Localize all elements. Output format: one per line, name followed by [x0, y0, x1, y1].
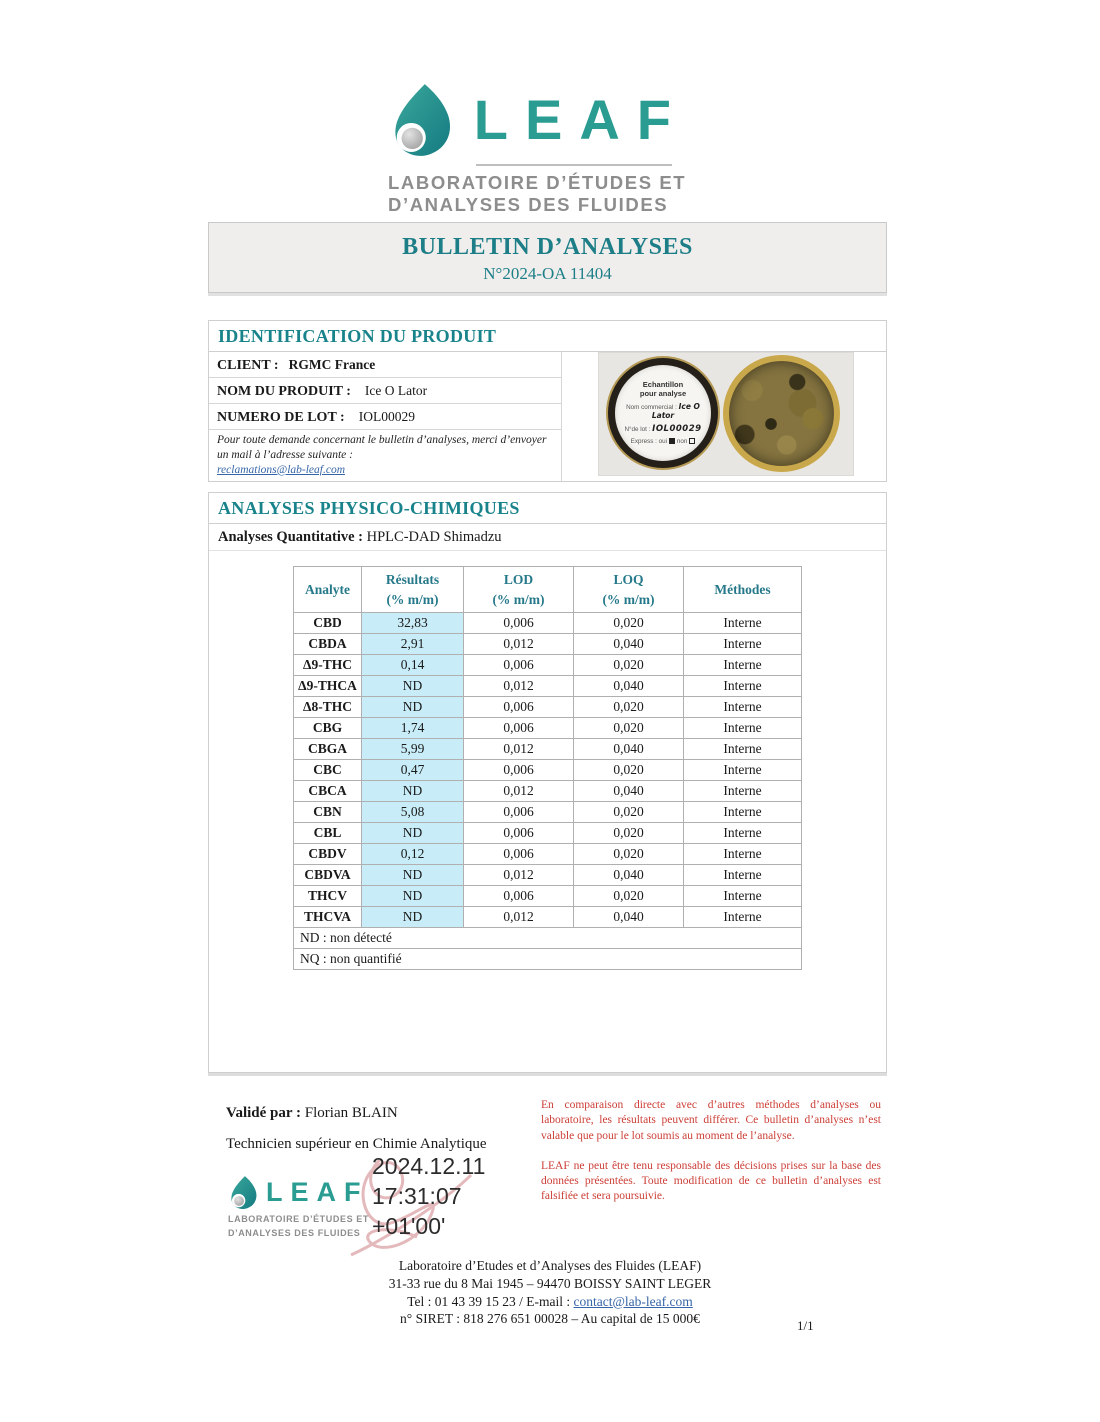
lod-cell: 0,006: [464, 760, 574, 781]
analyte-cell: Δ8-THC: [294, 697, 362, 718]
loq-cell: 0,020: [574, 655, 684, 676]
method-cell: Interne: [684, 760, 802, 781]
analyte-cell: CBL: [294, 823, 362, 844]
loq-cell: 0,020: [574, 802, 684, 823]
table-row: [294, 613, 802, 634]
table-row: [294, 760, 802, 781]
method-cell: Interne: [684, 655, 802, 676]
loq-cell: 0,040: [574, 781, 684, 802]
footnote-cell: NQ : non quantifié: [294, 949, 802, 970]
disclaimer: [541, 1098, 881, 1205]
analyte-cell: CBN: [294, 802, 362, 823]
table-row: [294, 655, 802, 676]
table-row: [294, 634, 802, 655]
table-row: [294, 676, 802, 697]
loq-cell: 0,020: [574, 613, 684, 634]
result-cell: 0,47: [362, 760, 464, 781]
result-cell: ND: [362, 823, 464, 844]
analyte-cell: CBDV: [294, 844, 362, 865]
footnote-cell: ND : non détecté: [294, 928, 802, 949]
leaf-logo: [388, 82, 688, 216]
column-header: LOD (% m/m): [464, 567, 574, 613]
method-line: [209, 524, 886, 551]
identification-section: [208, 320, 887, 482]
result-cell: 1,74: [362, 718, 464, 739]
stamp-leaf-drop-icon: [228, 1175, 260, 1211]
method-cell: Interne: [684, 718, 802, 739]
stamp-time: 17:31:07: [372, 1182, 462, 1209]
column-header: Analyte: [294, 567, 362, 613]
lod-cell: 0,012: [464, 634, 574, 655]
result-cell: 0,14: [362, 655, 464, 676]
tin-lot-line: N°de lot : IOL00029: [624, 424, 702, 435]
loq-cell: 0,040: [574, 676, 684, 697]
lod-cell: 0,006: [464, 886, 574, 907]
method-cell: Interne: [684, 739, 802, 760]
lod-cell: 0,006: [464, 718, 574, 739]
column-header: Résultats (% m/m): [362, 567, 464, 613]
result-cell: ND: [362, 907, 464, 928]
table-row: [294, 781, 802, 802]
footer-line1: Laboratoire d’Etudes et d’Analyses des Fluides (LEAF): [398, 1258, 702, 1273]
stamp-timezone: +01'00': [372, 1212, 446, 1239]
ident-value: IOL00029: [358, 409, 415, 424]
loq-cell: 0,020: [574, 823, 684, 844]
footer-line2: 31-33 rue du 8 Mai 1945 – 94470 BOISSY SAINT LEGER: [388, 1275, 712, 1291]
result-cell: ND: [362, 865, 464, 886]
method-cell: Interne: [684, 613, 802, 634]
lod-cell: 0,012: [464, 676, 574, 697]
reclamation-note: [209, 430, 561, 481]
footnote-row: [294, 928, 802, 949]
analyte-cell: CBDA: [294, 634, 362, 655]
ident-row: [209, 352, 561, 378]
validator-title: Technicien supérieur en Chimie Analytique: [226, 1136, 487, 1152]
ident-row: [209, 378, 561, 404]
footer-contact-prefix: Tel : 01 43 39 15 23 / E-mail :: [407, 1293, 574, 1309]
analyte-cell: CBD: [294, 613, 362, 634]
lod-cell: 0,006: [464, 613, 574, 634]
analyte-cell: Δ9-THC: [294, 655, 362, 676]
tin-title-line1: Echantillon: [642, 379, 684, 389]
result-cell: ND: [362, 697, 464, 718]
tin-express-line: Express : oui non: [631, 438, 696, 445]
table-row: [294, 823, 802, 844]
analysis-table: [293, 566, 802, 970]
checkbox-checked-icon: [669, 438, 675, 444]
analyte-cell: CBGA: [294, 739, 362, 760]
identification-heading: IDENTIFICATION DU PRODUIT: [209, 321, 886, 352]
logo-subtitle-line2: D’ANALYSES DES FLUIDES: [388, 193, 669, 215]
stamp-subtitle-line2: D’ANALYSES DES FLUIDES: [228, 1227, 361, 1238]
stamp-date: 2024.12.11: [372, 1153, 486, 1179]
ident-value: RGMC France: [288, 357, 376, 372]
method-label: Analyses Quantitative :: [218, 529, 363, 545]
page-number: 1/1: [797, 1318, 814, 1333]
result-cell: 32,83: [362, 613, 464, 634]
result-cell: ND: [362, 886, 464, 907]
lod-cell: 0,006: [464, 655, 574, 676]
ident-label: NUMERO DE LOT :: [217, 410, 345, 425]
lod-cell: 0,006: [464, 844, 574, 865]
result-cell: 2,91: [362, 634, 464, 655]
document-title: BULLETIN D’ANALYSES: [402, 234, 693, 260]
loq-cell: 0,040: [574, 739, 684, 760]
loq-cell: 0,020: [574, 718, 684, 739]
method-cell: Interne: [684, 634, 802, 655]
loq-cell: 0,020: [574, 760, 684, 781]
method-value: HPLC-DAD Shimadzu: [366, 529, 502, 545]
method-cell: Interne: [684, 844, 802, 865]
sample-tin-lid: [608, 358, 718, 468]
validated-by-name: Florian BLAIN: [304, 1105, 398, 1121]
loq-cell: 0,020: [574, 844, 684, 865]
logo-wordmark: LEAF: [473, 88, 688, 151]
method-cell: Interne: [684, 676, 802, 697]
analyte-cell: CBG: [294, 718, 362, 739]
table-row: [294, 718, 802, 739]
signature-stamp: [226, 1150, 526, 1260]
product-photo: [598, 352, 854, 476]
stamp-logo: [228, 1175, 378, 1239]
ident-label: NOM DU PRODUIT :: [217, 384, 351, 399]
loq-cell: 0,040: [574, 634, 684, 655]
lod-cell: 0,006: [464, 697, 574, 718]
contact-email-link[interactable]: contact@lab-leaf.com: [573, 1293, 693, 1309]
document-number: N°2024-OA 11404: [483, 264, 612, 283]
validated-by: [226, 1105, 398, 1122]
result-cell: ND: [362, 781, 464, 802]
stamp-datetime: [372, 1152, 485, 1242]
table-row: [294, 844, 802, 865]
footer-address: [0, 1257, 1100, 1328]
reclamation-email-link[interactable]: reclamations@lab-leaf.com: [217, 463, 346, 476]
footer-line3: [0, 1293, 1100, 1311]
lod-cell: 0,006: [464, 802, 574, 823]
method-cell: Interne: [684, 865, 802, 886]
analysis-table-header: [294, 567, 802, 613]
table-row: [294, 697, 802, 718]
method-cell: Interne: [684, 907, 802, 928]
footnote-row: [294, 949, 802, 970]
result-cell: 5,08: [362, 802, 464, 823]
analysis-table-body: [294, 613, 802, 970]
reclamation-note-text: Pour toute demande concernant le bulletin d’analyses, merci d’envoyer un mail à l’adresse suivante :: [217, 434, 547, 461]
lod-cell: 0,012: [464, 739, 574, 760]
ident-label: CLIENT :: [217, 358, 279, 373]
column-header: LOQ (% m/m): [574, 567, 684, 613]
analyte-cell: THCVA: [294, 907, 362, 928]
method-cell: Interne: [684, 886, 802, 907]
tin-title-line2: pour analyse: [639, 388, 687, 398]
table-row: [294, 802, 802, 823]
method-cell: Interne: [684, 697, 802, 718]
lod-cell: 0,012: [464, 865, 574, 886]
tin-name-line: Nom commercial : Ice O Lator: [626, 402, 700, 421]
identification-table: [209, 352, 562, 481]
result-cell: 0,12: [362, 844, 464, 865]
checkbox-empty-icon: [689, 438, 695, 444]
analyte-cell: CBC: [294, 760, 362, 781]
column-header: Méthodes: [684, 567, 802, 613]
disclaimer-paragraph-2: LEAF ne peut être tenu responsable des décisions prises sur la base des données présentées. Toute modification de ce bulletin d’analyses est falsifiée et sera poursuivie.: [541, 1159, 881, 1203]
ident-rows: [209, 352, 561, 430]
logo-subtitle-line1: LABORATOIRE D’ÉTUDES ET: [388, 172, 687, 193]
analyses-section: [208, 492, 887, 1073]
loq-cell: 0,020: [574, 886, 684, 907]
result-cell: ND: [362, 676, 464, 697]
loq-cell: 0,020: [574, 697, 684, 718]
method-cell: Interne: [684, 802, 802, 823]
lod-cell: 0,006: [464, 823, 574, 844]
analyte-cell: CBDVA: [294, 865, 362, 886]
loq-cell: 0,040: [574, 865, 684, 886]
method-cell: Interne: [684, 781, 802, 802]
ident-row: [209, 404, 561, 430]
footer-line4: n° SIRET : 818 276 651 00028 – Au capital de 15 000€: [400, 1311, 700, 1327]
lod-cell: 0,012: [464, 907, 574, 928]
leaf-drop-icon: [388, 82, 458, 160]
analyte-cell: THCV: [294, 886, 362, 907]
analyses-heading: ANALYSES PHYSICO-CHIMIQUES: [209, 493, 886, 524]
table-row: [294, 865, 802, 886]
stamp-subtitle-line1: LABORATOIRE D’ÉTUDES ET: [228, 1214, 369, 1224]
analyte-cell: Δ9-THCA: [294, 676, 362, 697]
lod-cell: 0,012: [464, 781, 574, 802]
sample-tin-product: [723, 355, 840, 472]
method-cell: Interne: [684, 823, 802, 844]
table-row: [294, 907, 802, 928]
validated-by-label: Validé par :: [226, 1105, 302, 1121]
table-row: [294, 886, 802, 907]
logo-divider: [476, 164, 672, 166]
disclaimer-paragraph-1: En comparaison directe avec d’autres méthodes d’analyses ou laboratoire, les résultats peuvent différer. Ce bulletin d’analyses n’est valable que pour le lot soumis au moment de l’analyse.: [541, 1099, 881, 1142]
ident-value: Ice O Lator: [364, 383, 428, 398]
result-cell: 5,99: [362, 739, 464, 760]
stamp-wordmark: LEAF: [266, 1177, 369, 1207]
loq-cell: 0,040: [574, 907, 684, 928]
analyte-cell: CBCA: [294, 781, 362, 802]
title-box: [208, 222, 887, 293]
table-row: [294, 739, 802, 760]
